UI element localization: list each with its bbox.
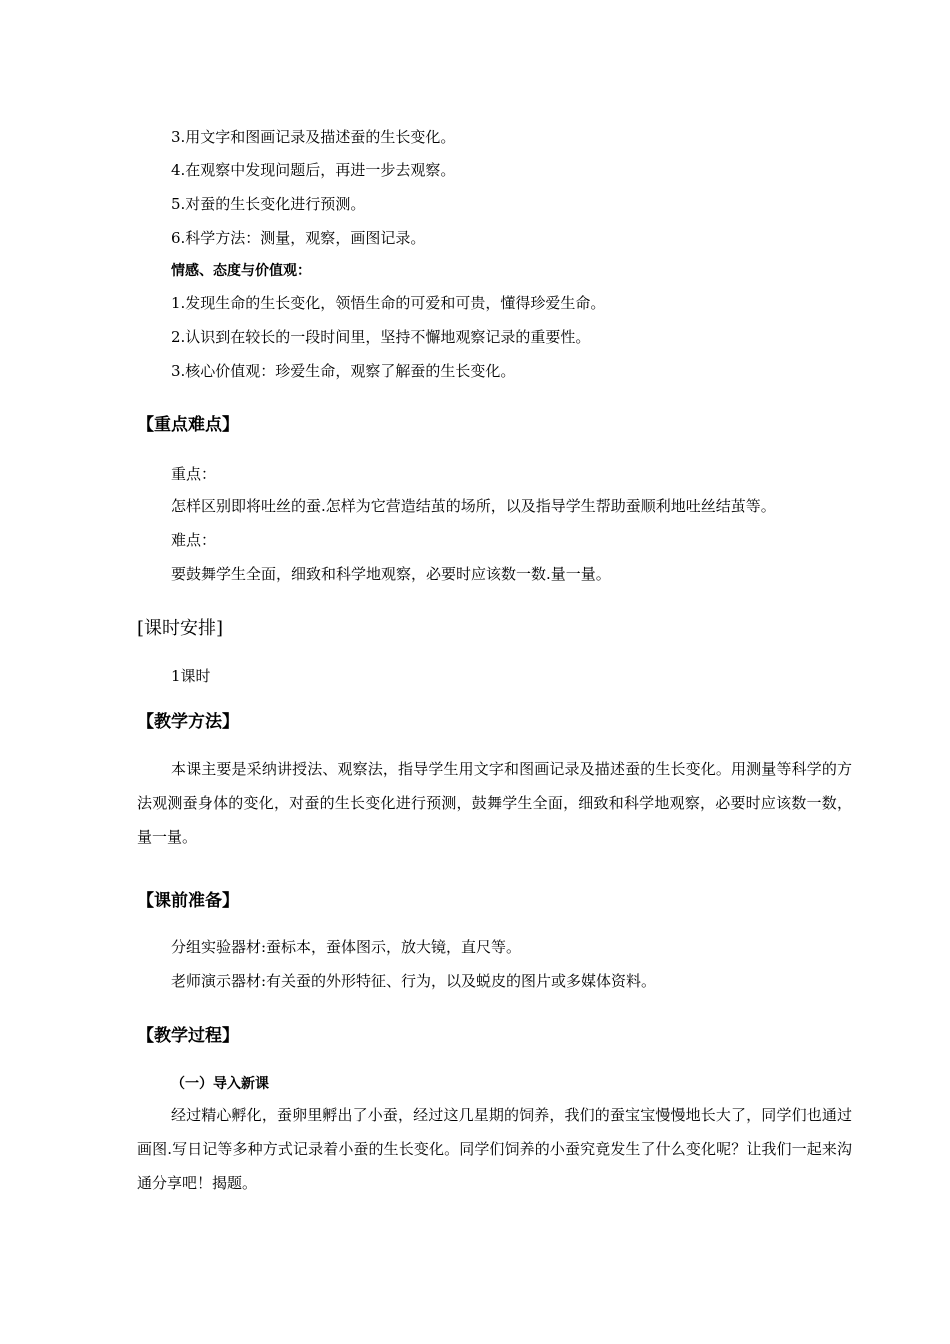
process-section-title: （一）导入新课 xyxy=(171,1076,269,1092)
skill-item: 4.在观察中发现问题后，再进一步去观察。 xyxy=(171,161,456,179)
preparation-item: 分组实验器材:蚕标本，蚕体图示，放大镜，直尺等。 xyxy=(171,938,522,956)
difficult-point-text: 要鼓舞学生全面，细致和科学地观察，必要时应该数一数.量一量。 xyxy=(171,565,611,583)
section-heading-key-points: 【重点难点】 xyxy=(137,415,239,435)
key-point-text: 怎样区别即将吐丝的蚕.怎样为它营造结茧的场所，以及指导学生帮助蚕顺利地吐丝结茧等。 xyxy=(171,497,776,515)
difficult-point-label: 难点： xyxy=(171,531,217,549)
attitude-item: 1.发现生命的生长变化，领悟生命的可爱和可贵，懂得珍爱生命。 xyxy=(171,294,606,312)
method-paragraph: 本课主要是采纳讲授法、观察法，指导学生用文字和图画记录及描述蚕的生长变化。用测量等科学的方法观测蚕身体的变化，对蚕的生长变化进行预测，鼓舞学生全面，细致和科学地观察，必要时应该数一数，量一量。 xyxy=(137,760,852,846)
skill-item: 5.对蚕的生长变化进行预测。 xyxy=(171,195,366,213)
section-heading-schedule: [课时安排] xyxy=(137,618,224,639)
key-point-label: 重点： xyxy=(171,465,217,483)
section-heading-preparation: 【课前准备】 xyxy=(137,891,239,911)
section-heading-process: 【教学过程】 xyxy=(137,1026,239,1046)
section-heading-method: 【教学方法】 xyxy=(137,712,239,732)
schedule-text: 1课时 xyxy=(171,667,211,685)
attitude-title: 情感、态度与价值观： xyxy=(171,263,311,279)
process-section-paragraph: 经过精心孵化，蚕卵里孵出了小蚕，经过这几星期的饲养，我们的蚕宝宝慢慢地长大了，同学们也通过画图.写日记等多种方式记录着小蚕的生长变化。同学们饲养的小蚕究竟发生了什么变化呢？让我们一起来沟通分享吧！揭题。 xyxy=(137,1106,852,1192)
skill-item: 3.用文字和图画记录及描述蚕的生长变化。 xyxy=(171,128,456,146)
attitude-item: 3.核心价值观：珍爱生命，观察了解蚕的生长变化。 xyxy=(171,362,516,380)
preparation-item: 老师演示器材:有关蚕的外形特征、行为，以及蜕皮的图片或多媒体资料。 xyxy=(171,972,657,990)
skill-item: 6.科学方法：测量，观察，画图记录。 xyxy=(171,229,426,247)
attitude-item: 2.认识到在较长的一段时间里，坚持不懈地观察记录的重要性。 xyxy=(171,328,591,346)
